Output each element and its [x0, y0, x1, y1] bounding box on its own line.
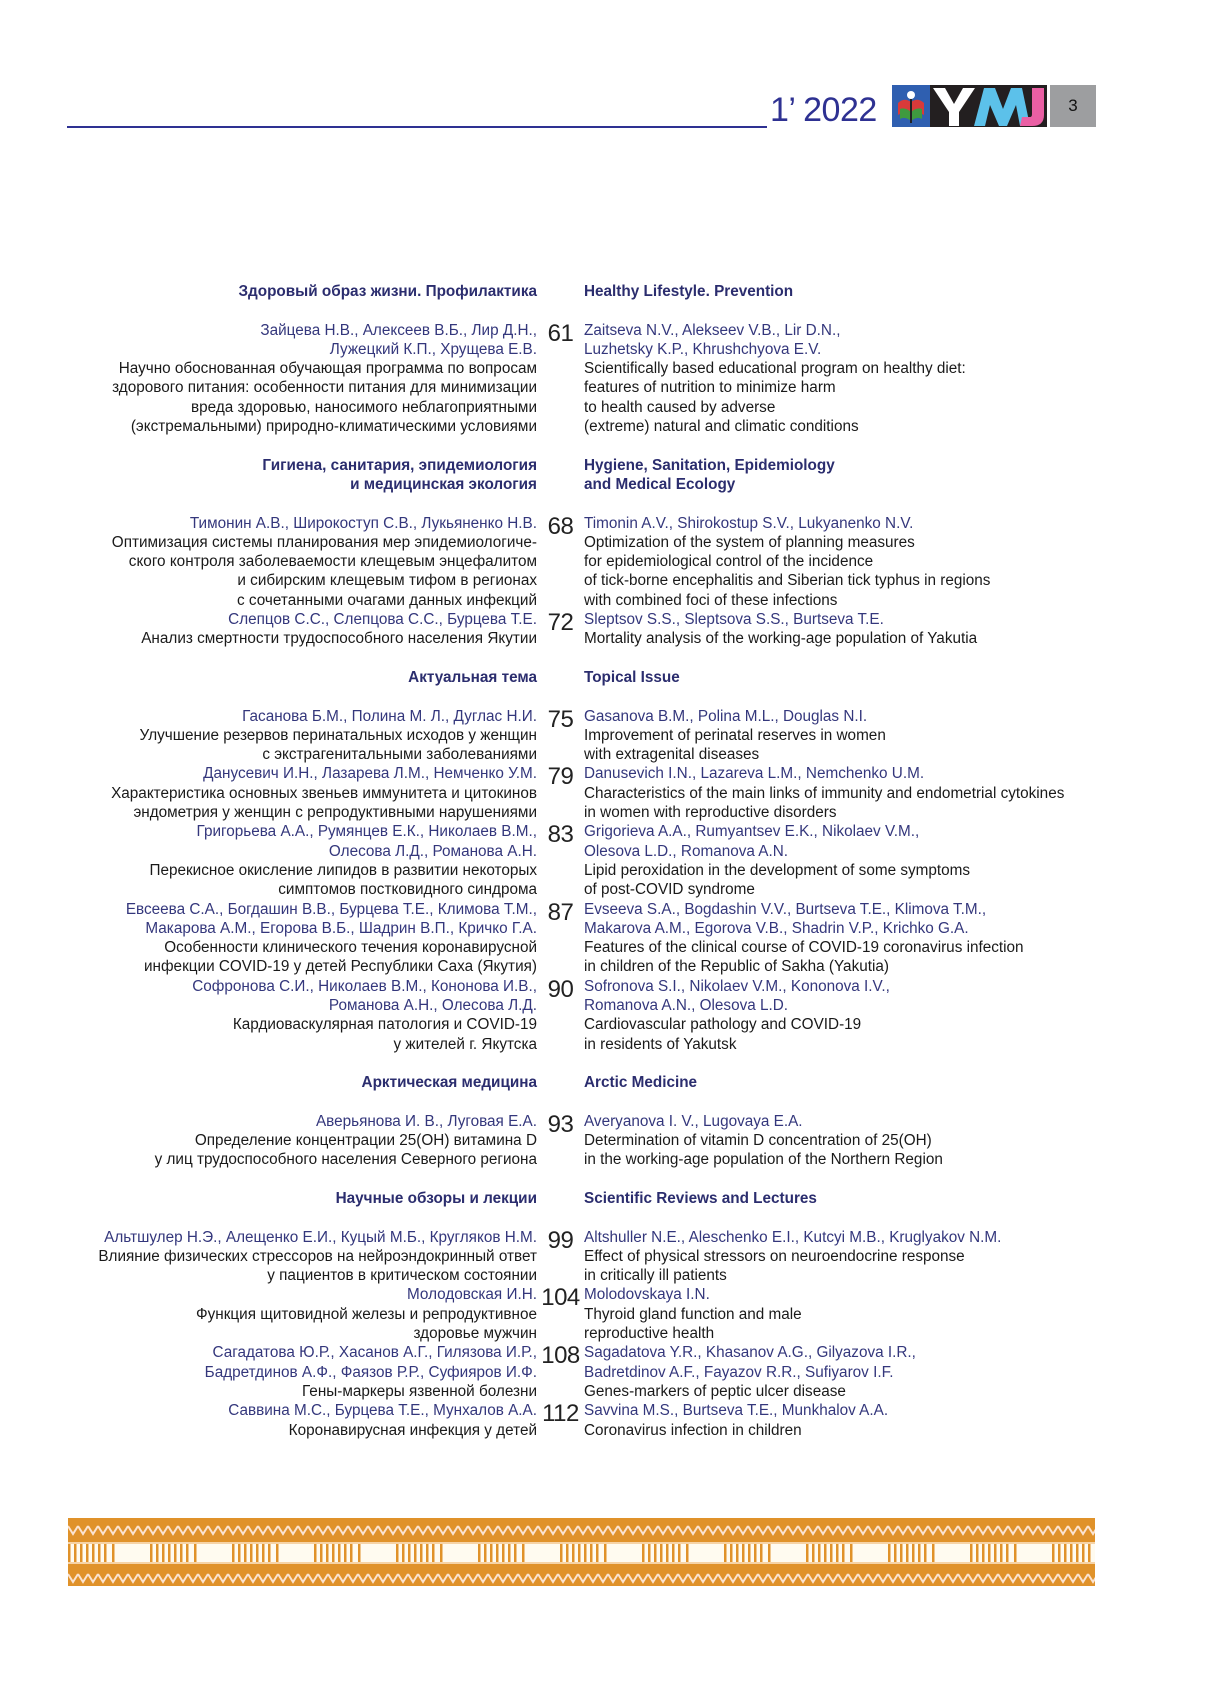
- title-en: Optimization of the system of planning measures: [584, 533, 915, 551]
- entry-ru: [0, 321, 537, 437]
- title-ru: эндометрия у женщин с репродуктивными нарушениями: [133, 804, 537, 822]
- toc-section: [0, 282, 1208, 436]
- page-ref[interactable]: 68: [547, 512, 574, 540]
- title-ru: у лиц трудоспособного населения Северного региона: [154, 1151, 537, 1169]
- heading-spacer: [537, 282, 584, 301]
- entry-ru: [0, 1285, 537, 1343]
- authors-en: Molodovskaya I.N.: [584, 1286, 710, 1304]
- authors-ru: Данусевич И.Н., Лазарева Л.М., Немченко У.М.: [203, 765, 537, 783]
- authors-ru: Евсеева С.А., Богдашин В.В., Бурцева Т.Е., Климова Т.М.,: [125, 900, 537, 918]
- heading-line-en: and Medical Ecology: [584, 475, 736, 493]
- toc-entry[interactable]: [0, 1285, 1208, 1343]
- entry-en: [584, 1228, 1144, 1286]
- page-ref[interactable]: 104: [541, 1284, 580, 1312]
- entry-ru: [0, 514, 537, 610]
- authors-ru: Зайцева Н.В., Алексеев В.Б., Лир Д.Н.,: [260, 321, 537, 339]
- title-en: in children of the Republic of Sakha (Yakutia): [584, 958, 889, 976]
- issue-number: 1’ 2022: [770, 91, 877, 129]
- authors-ru: Софронова С.И., Николаев В.М., Кононова И.В.,: [192, 977, 537, 995]
- authors-en: Romanova A.N., Olesova L.D.: [584, 996, 789, 1014]
- section-heading-ru: [0, 282, 537, 301]
- authors-ru: Олесова Л.Д., Романова А.Н.: [328, 842, 537, 860]
- page-ref[interactable]: 79: [547, 763, 574, 791]
- entry-en: [584, 610, 1144, 649]
- title-en: to health caused by adverse: [584, 398, 776, 416]
- section-heading-ru: [0, 1073, 537, 1092]
- title-en: Thyroid gland function and male: [584, 1305, 802, 1323]
- entry-en: [584, 900, 1144, 977]
- title-ru: Гены-маркеры язвенной болезни: [302, 1382, 537, 1400]
- authors-en: Makarova A.M., Egorova V.B., Shadrin V.P., Krichko G.A.: [584, 919, 969, 937]
- title-en: Characteristics of the main links of immunity and endometrial cytokines: [584, 784, 1065, 802]
- entry-ru: [0, 707, 537, 765]
- toc-entry[interactable]: [0, 900, 1208, 977]
- toc-entry[interactable]: [0, 514, 1208, 610]
- entry-en: [584, 514, 1144, 610]
- title-ru: с сочетанными очагами данных инфекций: [237, 591, 537, 609]
- heading-line-en: Arctic Medicine: [584, 1074, 698, 1092]
- section-heading: [0, 668, 1208, 687]
- toc-entry[interactable]: [0, 1112, 1208, 1170]
- entry-en: [584, 822, 1144, 899]
- title-en: Mortality analysis of the working-age population of Yakutia: [584, 630, 978, 648]
- entry-ru: [0, 900, 537, 977]
- title-en: Determination of vitamin D concentration of 25(OH): [584, 1132, 932, 1150]
- toc-entry[interactable]: [0, 822, 1208, 899]
- authors-ru: Григорьева А.А., Румянцев Е.К., Николаев В.М.,: [196, 823, 537, 841]
- title-ru: здоровье мужчин: [413, 1325, 537, 1343]
- title-ru: инфекции COVID-19 у детей Республики Саха (Якутия): [143, 958, 537, 976]
- page-ref[interactable]: 99: [547, 1226, 574, 1254]
- title-en: with combined foci of these infections: [584, 591, 838, 609]
- title-en: in critically ill patients: [584, 1267, 727, 1285]
- title-en: Coronavirus infection in children: [584, 1421, 802, 1439]
- entry-en: [584, 321, 1144, 437]
- section-heading-en: [584, 668, 1144, 687]
- authors-ru: Бадретдинов А.Ф., Фаязов Р.Р., Суфияров И.Ф.: [204, 1363, 537, 1381]
- toc-entry[interactable]: [0, 1401, 1208, 1440]
- entry-en: [584, 1343, 1144, 1401]
- section-heading: [0, 1073, 1208, 1092]
- title-ru: у жителей г. Якутска: [393, 1035, 537, 1053]
- header-rule: [67, 126, 767, 128]
- section-heading-en: [584, 282, 1144, 301]
- title-en: Improvement of perinatal reserves in women: [584, 726, 886, 744]
- heading-line-ru: Гигиена, санитария, эпидемиология: [262, 456, 537, 474]
- title-ru: (экстремальными) природно-климатическими условиями: [130, 418, 537, 436]
- entry-ru: [0, 1343, 537, 1401]
- toc-entry[interactable]: [0, 764, 1208, 822]
- title-ru: Перекисное окисление липидов в развитии некоторых: [149, 861, 537, 879]
- section-heading: [0, 282, 1208, 301]
- title-ru: вреда здоровью, наносимого неблагоприятными: [191, 398, 537, 416]
- heading-line-ru: Научные обзоры и лекции: [335, 1189, 537, 1207]
- title-ru: Научно обоснованная обучающая программа по вопросам: [118, 360, 537, 378]
- title-ru: Анализ смертности трудоспособного населения Якутии: [141, 630, 537, 648]
- journal-logo: [892, 85, 1047, 127]
- title-en: Effect of physical stressors on neuroendocrine response: [584, 1247, 965, 1265]
- authors-en: Grigorieva A.A., Rumyantsev E.K., Nikolaev V.M.,: [584, 823, 920, 841]
- authors-en: Badretdinov A.F., Fayazov R.R., Sufiyarov I.F.: [584, 1363, 894, 1381]
- page-ref[interactable]: 83: [547, 821, 574, 849]
- authors-en: Olesova L.D., Romanova A.N.: [584, 842, 789, 860]
- page-ref[interactable]: 72: [547, 609, 574, 637]
- table-of-contents: [0, 282, 1208, 1459]
- toc-entry[interactable]: [0, 977, 1208, 1054]
- authors-ru: Аверьянова И. В., Луговая Е.А.: [315, 1112, 537, 1130]
- authors-ru: Сагадатова Ю.Р., Хасанов А.Г., Гилязова И.Р.,: [212, 1344, 537, 1362]
- page-ref[interactable]: 112: [542, 1400, 579, 1428]
- title-ru: симптомов постковидного синдрома: [278, 881, 537, 899]
- entry-ru: [0, 977, 537, 1054]
- page-ref[interactable]: 108: [541, 1342, 580, 1370]
- entry-ru: [0, 1401, 537, 1440]
- title-ru: Улучшение резервов перинатальных исходов у женщин: [139, 726, 537, 744]
- toc-section: [0, 456, 1208, 649]
- title-en: Lipid peroxidation in the development of some symptoms: [584, 861, 971, 879]
- ornament-border: [68, 1518, 1095, 1586]
- authors-ru: Гасанова Б.М., Полина М. Л., Дуглас Н.И.: [242, 707, 537, 725]
- heading-line-en: Healthy Lifestyle. Prevention: [584, 283, 794, 300]
- entry-ru: [0, 822, 537, 899]
- title-ru: Особенности клинического течения коронавирусной: [164, 939, 537, 957]
- title-en: for epidemiological control of the incidence: [584, 553, 874, 571]
- authors-en: Savvina M.S., Burtseva T.E., Munkhalov A.A.: [584, 1402, 889, 1420]
- heading-spacer: [537, 668, 584, 687]
- title-en: Features of the clinical course of COVID-19 coronavirus infection: [584, 939, 1024, 957]
- section-heading-en: [584, 1073, 1144, 1092]
- section-heading: [0, 1189, 1208, 1208]
- authors-en: Zaitseva N.V., Alekseev V.B., Lir D.N.,: [584, 321, 841, 339]
- entry-en: [584, 1285, 1144, 1343]
- section-heading-en: [584, 456, 1144, 495]
- authors-en: Evseeva S.A., Bogdashin V.V., Burtseva T.E., Klimova T.M.,: [584, 900, 987, 918]
- entry-en: [584, 1112, 1144, 1170]
- page-ref[interactable]: 75: [547, 705, 574, 733]
- authors-en: Sofronova S.I., Nikolaev V.M., Kononova I.V.,: [584, 977, 890, 995]
- title-ru: с экстрагенитальными заболеваниями: [262, 746, 537, 764]
- page-ref[interactable]: 90: [547, 975, 574, 1003]
- section-heading-ru: [0, 1189, 537, 1208]
- heading-line-ru: Арктическая медицина: [361, 1074, 537, 1092]
- title-en: (extreme) natural and climatic conditions: [584, 418, 859, 436]
- title-en: with extragenital diseases: [584, 746, 760, 764]
- title-ru: Коронавирусная инфекция у детей: [288, 1421, 537, 1439]
- title-en: in the working-age population of the Northern Region: [584, 1151, 943, 1169]
- page-number: 3: [1050, 85, 1096, 127]
- entry-en: [584, 977, 1144, 1054]
- authors-ru: Романова А.Н., Олесова Л.Д.: [328, 996, 537, 1014]
- entry-en: [584, 1401, 1144, 1440]
- title-en: of tick-borne encephalitis and Siberian tick typhus in regions: [584, 572, 991, 590]
- title-en: Cardiovascular pathology and COVID-19: [584, 1016, 862, 1034]
- authors-ru: Тимонин А.В., Широкоступ С.В., Лукьяненко Н.В.: [189, 514, 537, 532]
- heading-spacer: [537, 1189, 584, 1208]
- toc-entry[interactable]: [0, 321, 1208, 437]
- entry-ru: [0, 610, 537, 649]
- authors-en: Sagadatova Y.R., Khasanov A.G., Gilyazova I.R.,: [584, 1344, 916, 1362]
- title-ru: Определение концентрации 25(OH) витамина D: [194, 1132, 537, 1150]
- heading-spacer: [537, 456, 584, 495]
- authors-ru: Слепцов С.С., Слепцова С.С., Бурцева Т.Е.: [228, 611, 537, 629]
- title-en: reproductive health: [584, 1325, 715, 1343]
- entry-en: [584, 707, 1144, 765]
- authors-ru: Альтшулер Н.Э., Алещенко Е.И., Куцый М.Б., Кругляков Н.М.: [104, 1228, 537, 1246]
- title-en: Genes-markers of peptic ulcer disease: [584, 1382, 846, 1400]
- authors-en: Averyanova I. V., Lugovaya E.A.: [584, 1112, 803, 1130]
- toc-entry[interactable]: [0, 1228, 1208, 1286]
- title-ru: Оптимизация системы планирования мер эпидемиологиче-: [111, 533, 537, 551]
- authors-en: Altshuller N.E., Aleschenko E.I., Kutcyi M.B., Kruglyakov N.M.: [584, 1228, 1002, 1246]
- section-heading-ru: [0, 456, 537, 495]
- heading-spacer: [537, 1073, 584, 1092]
- title-ru: ского контроля заболеваемости клещевым энцефалитом: [128, 553, 537, 571]
- authors-en: Timonin A.V., Shirokostup S.V., Lukyanenko N.V.: [584, 514, 914, 532]
- authors-ru: Саввина М.С., Бурцева Т.Е., Мунхалов А.А.: [228, 1402, 537, 1420]
- title-ru: Функция щитовидной железы и репродуктивное: [195, 1305, 537, 1323]
- title-ru: Влияние физических стрессоров на нейроэндокринный ответ: [98, 1247, 537, 1265]
- title-ru: Характеристика основных звеньев иммунитета и цитокинов: [111, 784, 537, 802]
- title-en: in women with reproductive disorders: [584, 804, 837, 822]
- title-en: Scientifically based educational program on healthy diet:: [584, 360, 966, 378]
- toc-entry[interactable]: [0, 1343, 1208, 1401]
- authors-en: Gasanova B.M., Polina M.L., Douglas N.I.: [584, 707, 868, 725]
- section-heading-en: [584, 1189, 1144, 1208]
- page-ref[interactable]: 87: [547, 898, 574, 926]
- title-ru: Кардиоваскулярная патология и COVID-19: [232, 1016, 537, 1034]
- heading-line-en: Hygiene, Sanitation, Epidemiology: [584, 456, 835, 474]
- heading-line-ru: Актуальная тема: [408, 668, 537, 686]
- authors-en: Luzhetsky K.P., Khrushchyova E.V.: [584, 340, 822, 358]
- title-en: features of nutrition to minimize harm: [584, 379, 836, 397]
- title-en: in residents of Yakutsk: [584, 1035, 737, 1053]
- toc-entry[interactable]: [0, 610, 1208, 649]
- entry-ru: [0, 1112, 537, 1170]
- section-heading: [0, 456, 1208, 495]
- entry-ru: [0, 1228, 537, 1286]
- heading-line-en: Topical Issue: [584, 668, 680, 686]
- title-ru: у пациентов в критическом состоянии: [267, 1267, 537, 1285]
- authors-ru: Лужецкий К.П., Хрущева Е.В.: [329, 340, 537, 358]
- section-heading-ru: [0, 668, 537, 687]
- entry-en: [584, 764, 1144, 822]
- authors-ru: Молодовская И.Н.: [406, 1286, 537, 1304]
- authors-en: Sleptsov S.S., Sleptsova S.S., Burtseva T.E.: [584, 611, 884, 629]
- page-ref[interactable]: 61: [547, 319, 574, 347]
- entry-ru: [0, 764, 537, 822]
- title-ru: и сибирским клещевым тифом в регионах: [237, 572, 537, 590]
- authors-ru: Макарова А.М., Егорова В.Б., Шадрин В.П., Кричко Г.А.: [145, 919, 537, 937]
- heading-line-ru: Здоровый образ жизни. Профилактика: [238, 283, 537, 300]
- title-en: of post-COVID syndrome: [584, 881, 755, 899]
- toc-section: [0, 1073, 1208, 1169]
- title-ru: здорового питания: особенности питания для минимизации: [112, 379, 537, 397]
- heading-line-ru: и медицинская экология: [350, 475, 537, 493]
- heading-line-en: Scientific Reviews and Lectures: [584, 1189, 817, 1207]
- toc-section: [0, 668, 1208, 1054]
- page-ref[interactable]: 93: [547, 1110, 574, 1138]
- authors-en: Danusevich I.N., Lazareva L.M., Nemchenko U.M.: [584, 765, 925, 783]
- toc-entry[interactable]: [0, 707, 1208, 765]
- toc-section: [0, 1189, 1208, 1440]
